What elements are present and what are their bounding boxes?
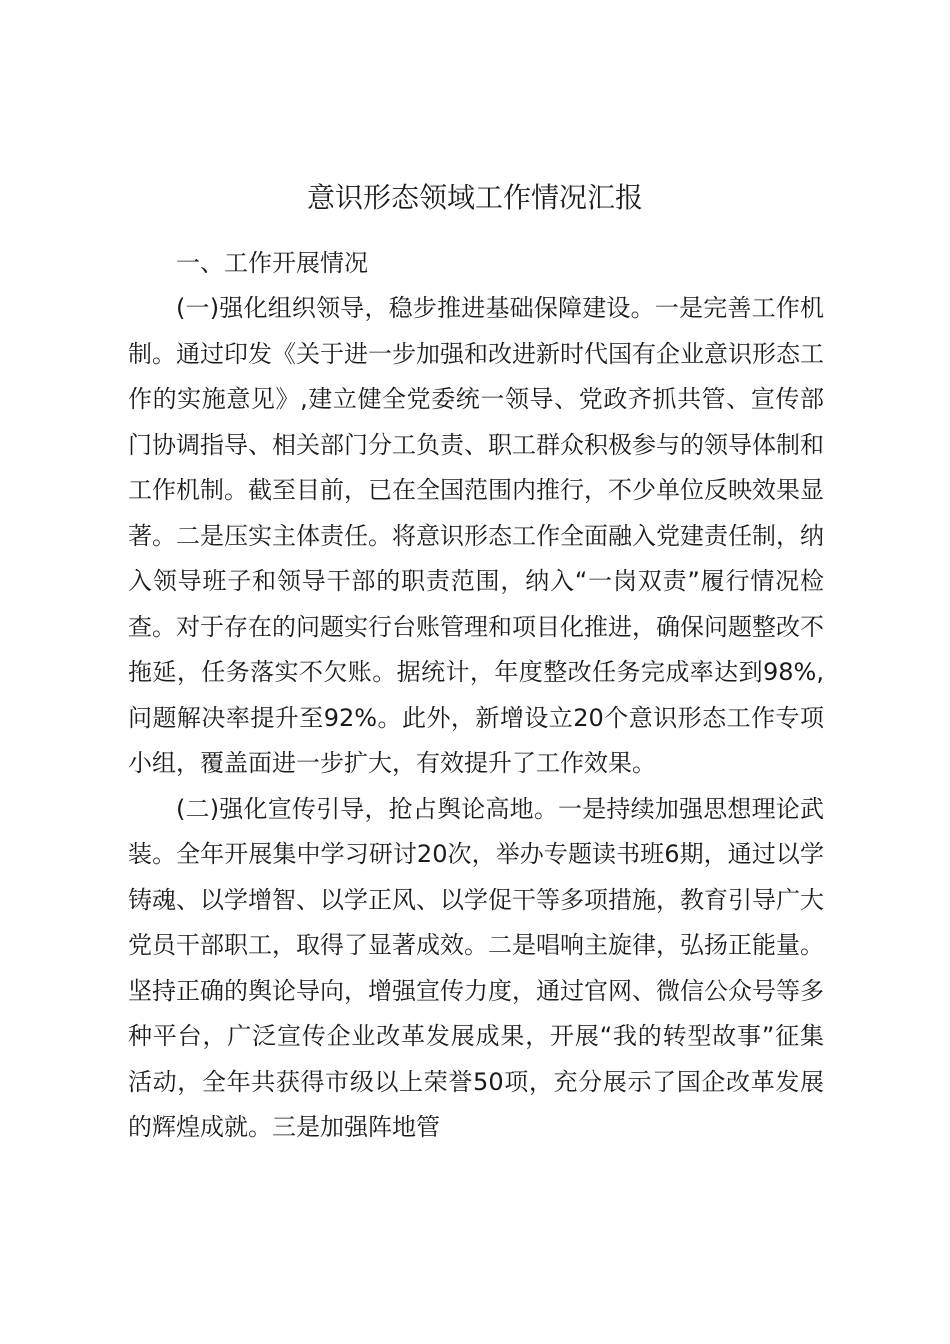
document-body [128, 240, 824, 1151]
paragraph-1: (一)强化组织领导，稳步推进基础保障建设。一是完善工作机制。通过印发《关于进一步加强和改进新时代国有企业意识形态工作的实施意见》,建立健全党委统一领导、党政齐抓共管、宣传部门协调指导、相关部门分工负责、职工群众积极参与的领导体制和工作机制。截至目前，已在全国范围内推行，不少单位反映效果显著。二是压实主体责任。将意识形态工作全面融入党建责任制，纳入领导班子和领导干部的职责范围，纳入“一岗双责”履行情况检查。对于存在的问题实行台账管理和项目化推进，确保问题整改不拖延，任务落实不欠账。据统计，年度整改任务完成率达到98%,问题解决率提升至92%。此外，新增设立20个意识形态工作专项小组，覆盖面进一步扩大，有效提升了工作效果。 [128, 294, 824, 777]
section-heading: 一、工作开展情况 [176, 249, 368, 277]
document-title: 意识形态领域工作情况汇报 [306, 181, 643, 214]
paragraph-2: (二)强化宣传引导，抢占舆论高地。一是持续加强思想理论武装。全年开展集中学习研讨20次，举办专题读书班6期，通过以学铸魂、以学增智、以学正风、以学促干等多项措施，教育引导广大党员干部职工，取得了显著成效。二是唱响主旋律，弘扬正能量。坚持正确的舆论导向，增强宣传力度，通过官网、微信公众号等多种平台，广泛宣传企业改革发展成果，开展“我的转型故事”征集活动，全年共获得市级以上荣誉50项，充分展示了国企改革发展的辉煌成就。三是加强阵地管 [128, 794, 824, 1141]
